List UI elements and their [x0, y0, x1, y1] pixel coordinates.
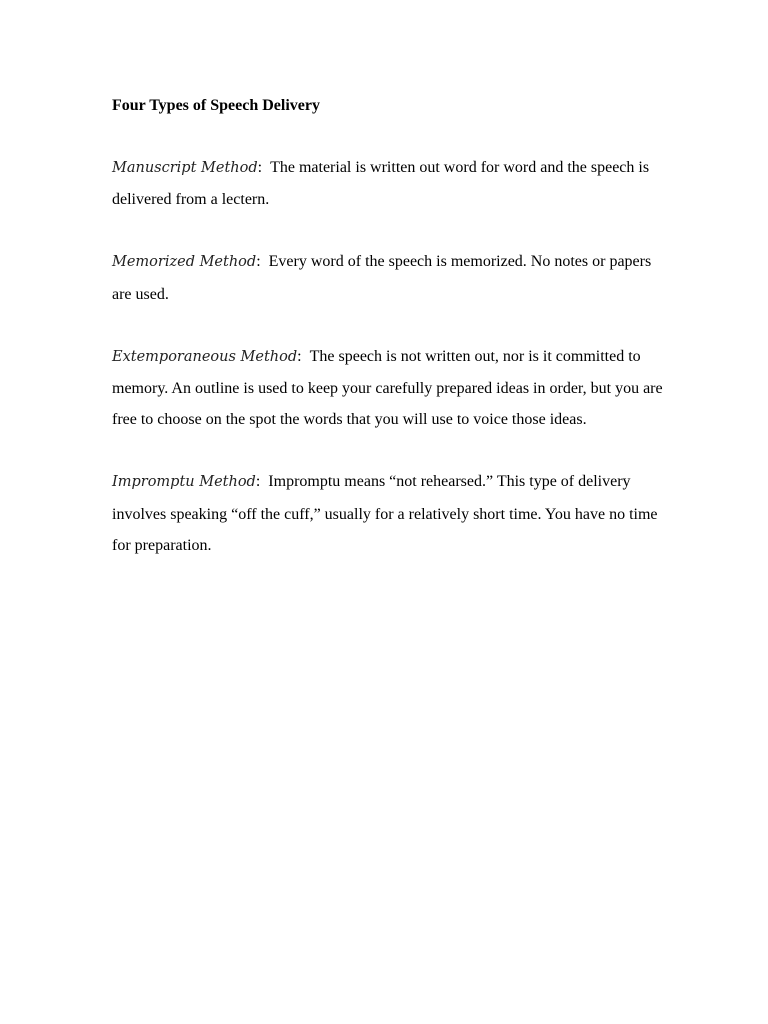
- entry-term: Memorized Method: [112, 254, 257, 271]
- entry-description: The material is written out word for word and the speech is delivered from a lectern.: [112, 159, 650, 209]
- entry-impromptu-method: [112, 466, 672, 561]
- entry-description: Impromptu means “not rehearsed.” This type of delivery involves speaking “off the cuff,” usually for a relatively short time. You have no time for preparation.: [112, 473, 658, 554]
- entry-description: The speech is not written out, nor is it committed to memory. An outline is used to keep your carefully prepared ideas in order, but you are free to choose on the spot the words that you will use to voice those ideas.: [112, 347, 663, 429]
- entry-separator: :: [255, 473, 269, 491]
- entry-description: Every word of the speech is memorized. No notes or papers are used.: [112, 253, 652, 303]
- document-body: [112, 90, 672, 592]
- document-title: Four Types of Speech Delivery: [112, 97, 320, 114]
- entry-term: Manuscript Method: [112, 160, 258, 176]
- entry-manuscript-method: [112, 152, 672, 215]
- entry-separator: :: [297, 347, 310, 365]
- entry-term: Impromptu Method: [112, 474, 256, 491]
- entry-extemporaneous-method: [112, 341, 672, 436]
- entry-separator: :: [257, 159, 271, 176]
- entry-term: Extemporaneous Method: [112, 348, 298, 365]
- entry-memorized-method: [112, 246, 672, 309]
- entry-separator: :: [256, 253, 269, 271]
